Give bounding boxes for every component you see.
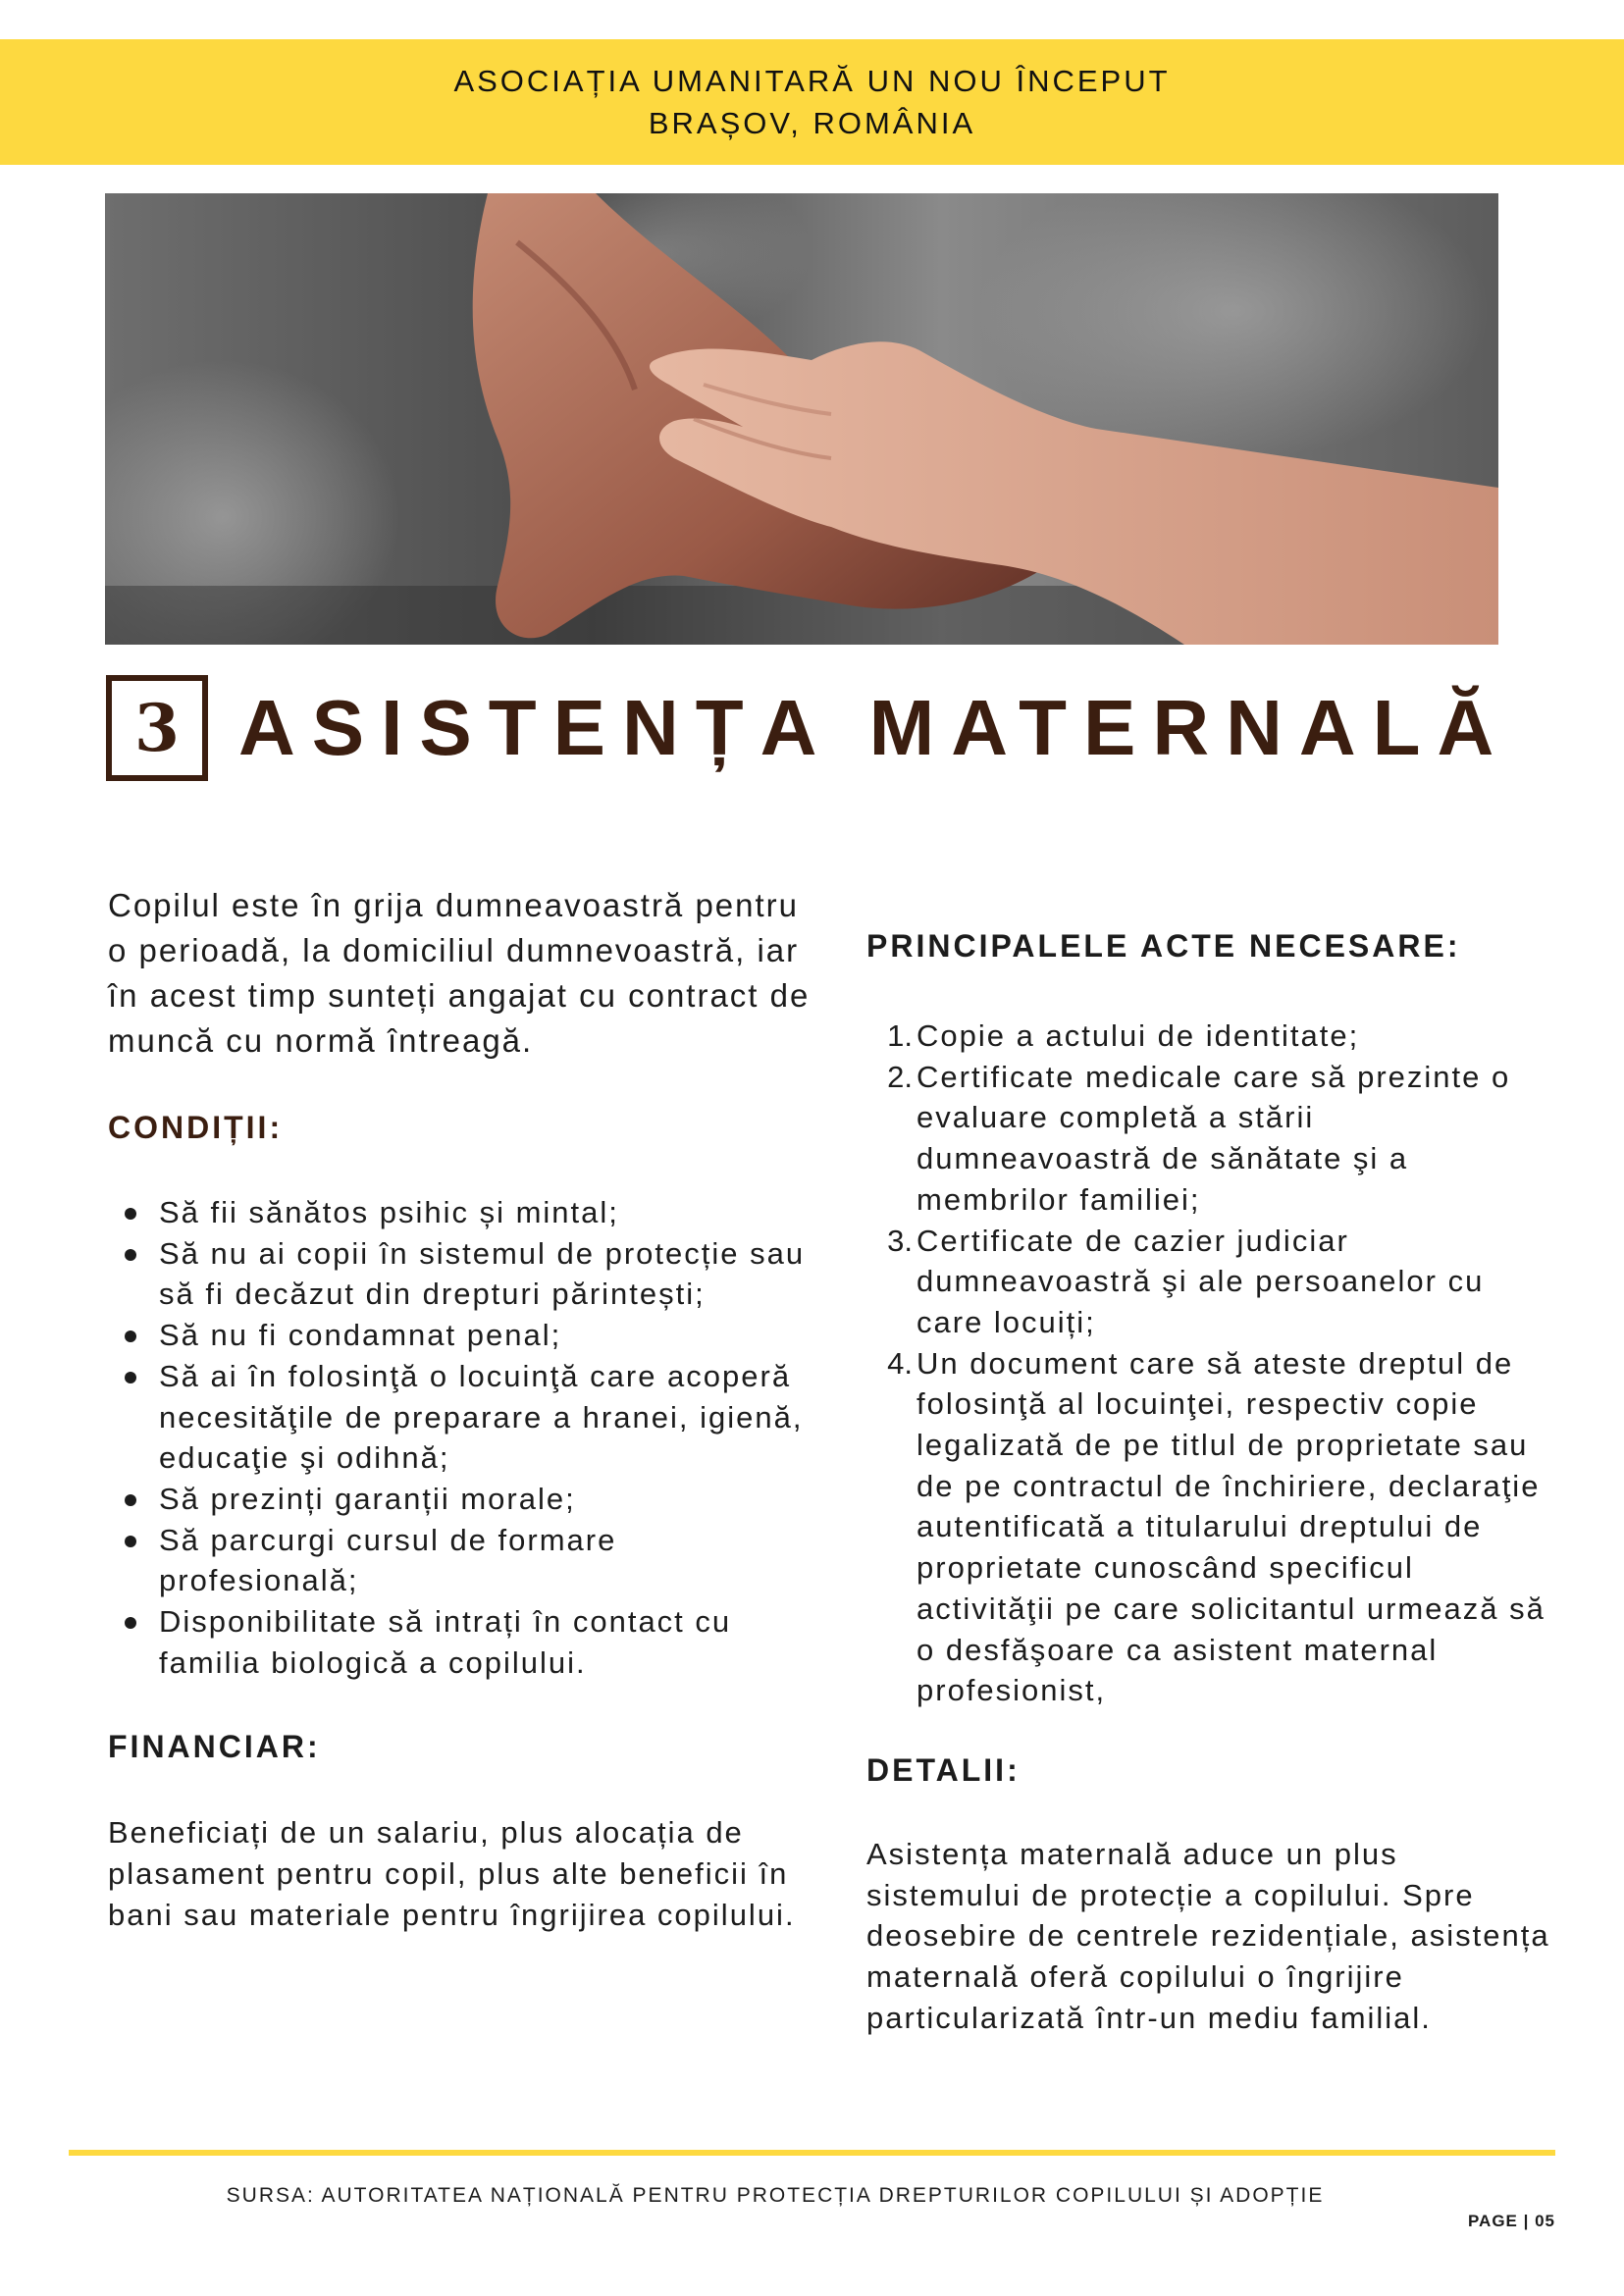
source-note: SURSA: AUTORITATEA NAȚIONALĂ PENTRU PROTECȚIA DREPTURILOR COPILULUI ȘI ADOPȚIE [226,2184,1325,2207]
list-item: Disponibilitate să intrați în contact cu familia biologică a copilului. [108,1601,814,1683]
section-title: ASISTENȚA MATERNALĂ [238,684,1511,771]
list-item: Să parcurgi cursul de formare profesională; [108,1520,814,1601]
details-paragraph: Asistența maternală aduce un plus sistemului de protecție a copilului. Spre deosebire de centrele rezidențiale, asistența maternală oferă copilului o îngrijire particularizată într-un mediu familial. [866,1836,1550,2035]
acts-list [866,1016,1553,1711]
header-banner [0,39,1624,165]
list-item [866,1221,1553,1343]
financial-paragraph: Beneficiați de un salariu, plus alocația de plasament pentru copil, plus alte beneficii în bani sau materiale pentru îngrijirea copilului. [108,1815,796,1932]
list-item: Să ai în folosinţă o locuinţă care acoperă necesităţile de preparare a hranei, igienă, educaţie şi odihnă; [108,1356,814,1479]
organization-name: ASOCIAȚIA UMANITARĂ UN NOU ÎNCEPUT [453,64,1171,98]
footer-divider [69,2150,1555,2156]
section-number-box [106,675,208,781]
list-number: 1. [887,1018,913,1053]
intro-paragraph: Copilul este în grija dumneavoastră pentru o perioadă, la domiciliul dumnevoastră, iar în acest timp sunteți angajat cu contract de muncă cu normă întreagă. [108,887,811,1059]
list-number: 2. [887,1059,913,1094]
list-text: Certificate medicale care să prezinte o evaluare completă a stării dumneavoastră de sănătate şi a membrilor familiei; [917,1059,1511,1217]
list-item: Să prezinți garanții morale; [108,1479,814,1520]
hands-photo [105,193,1498,645]
right-column [866,928,1553,2038]
organization-location: BRAȘOV, ROMÂNIA [648,106,976,140]
list-text: Certificate de cazier judiciar dumneavoastră şi ale persoanelor cu care locuiți; [917,1223,1485,1339]
list-number: 3. [887,1223,913,1258]
list-item: Să nu ai copii în sistemul de protecție sau să fi decăzut din drepturi părintești; [108,1233,814,1315]
conditions-list [108,1192,814,1683]
list-item [866,1343,1553,1711]
conditions-heading: CONDIȚII: [108,1110,284,1145]
list-text: Copie a actului de identitate; [917,1018,1360,1053]
list-item [866,1016,1553,1057]
list-number: 4. [887,1345,913,1381]
list-item: Să fii sănătos psihic și mintal; [108,1192,814,1233]
page-number: PAGE | 05 [1467,2212,1555,2230]
list-item: Să nu fi condamnat penal; [108,1315,814,1356]
list-text: Un document care să ateste dreptul de folosinţă al locuinţei, respectiv copie legalizată de pe titlul de proprietate sau de pe contractul de închiriere, declaraţie autentificată a titularului dreptului de proprietate cunoscând specificul activităţii pe care solicitantul urmează să o desfăşoare ca asistent maternal profesionist, [917,1345,1545,1708]
section-number: 3 [134,690,180,766]
list-item [866,1057,1553,1221]
acts-heading: PRINCIPALELE ACTE NECESARE: [866,928,1461,964]
details-heading: DETALII: [866,1751,1021,1788]
section-title-row [106,675,1519,793]
financial-heading: FINANCIAR: [108,1729,321,1765]
left-column [108,883,814,1936]
